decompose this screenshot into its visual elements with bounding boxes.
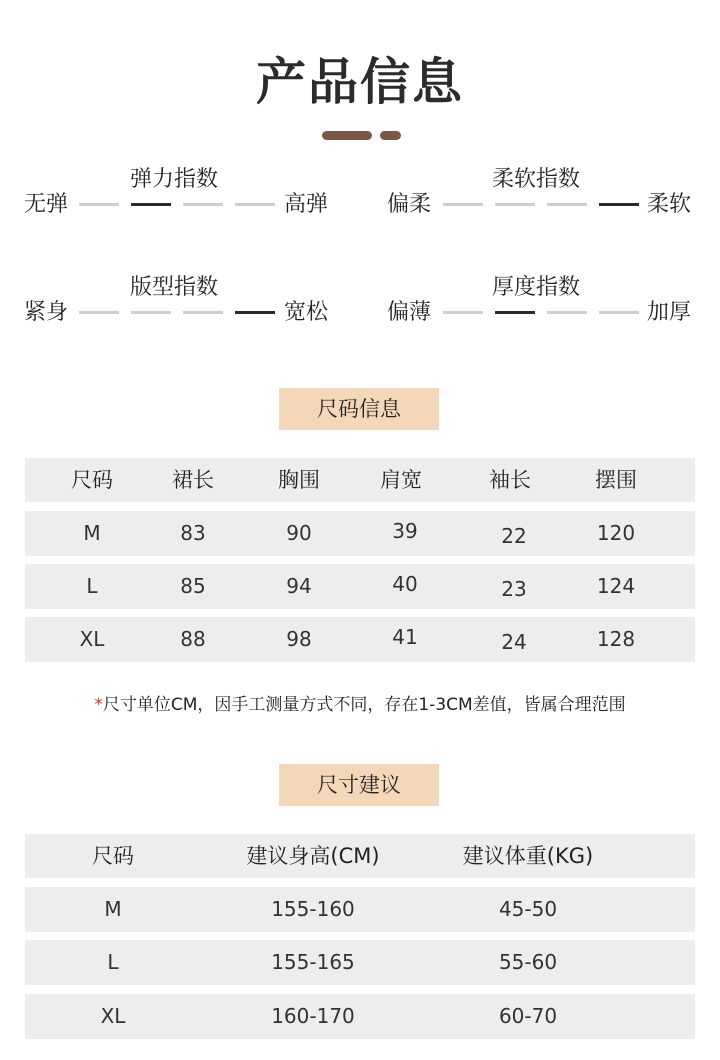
table-cell: 94 [286, 574, 312, 598]
table-cell: 85 [180, 574, 206, 598]
softness-index-title: 柔软指数 [492, 167, 581, 192]
table-row [25, 887, 695, 932]
fit-index-title: 版型指数 [130, 275, 219, 300]
table-header-cell: 胸围 [278, 468, 320, 492]
table-cell: 90 [286, 521, 312, 545]
table-cell: 60-70 [498, 1004, 558, 1028]
table-cell: M [104, 897, 122, 921]
scale-segment [235, 203, 275, 206]
table-cell: 120 [596, 521, 636, 545]
size-info-header-row [25, 458, 695, 502]
table-header-cell: 袖长 [489, 468, 531, 492]
fit-right-label: 宽松 [284, 300, 329, 325]
scale-segment [547, 203, 587, 206]
table-row [25, 617, 695, 662]
table-cell: 22 [501, 524, 527, 548]
table-cell: 39 [392, 519, 418, 543]
table-cell: 24 [501, 630, 527, 654]
table-cell: L [107, 950, 119, 974]
scale-segment [547, 311, 587, 314]
table-row [25, 940, 695, 985]
table-header-cell: 裙长 [172, 468, 214, 492]
scale-segment [183, 203, 223, 206]
table-header-cell: 肩宽 [380, 468, 422, 492]
size-advice-heading: 尺寸建议 [279, 764, 439, 806]
table-cell: L [86, 574, 98, 598]
table-row [25, 564, 695, 609]
elasticity-left-label: 无弹 [24, 192, 69, 217]
table-cell: 40 [392, 572, 418, 596]
thickness-index-title: 厚度指数 [492, 275, 581, 300]
size-info-heading: 尺码信息 [279, 388, 439, 430]
table-cell: 98 [286, 627, 312, 651]
thickness-left-label: 偏薄 [387, 300, 432, 325]
table-cell: 45-50 [498, 897, 558, 921]
scale-segment [79, 311, 119, 314]
table-cell: 83 [180, 521, 206, 545]
measurement-note [0, 690, 720, 715]
note-star: * [94, 695, 103, 715]
title-decoration-short [380, 131, 401, 140]
scale-segment [495, 203, 535, 206]
table-cell: 124 [596, 574, 636, 598]
table-header-cell: 尺码 [71, 468, 113, 492]
table-header-cell: 尺码 [92, 844, 134, 868]
table-header-cell: 建议体重(KG) [462, 844, 594, 868]
table-header-cell: 摆围 [595, 468, 637, 492]
table-cell: 155-160 [271, 897, 355, 921]
size-advice-header-row [25, 834, 695, 878]
table-cell: XL [100, 1004, 126, 1028]
table-header-cell: 建议身高(CM) [246, 844, 380, 868]
table-cell: 155-165 [271, 950, 355, 974]
scale-segment [131, 311, 171, 314]
scale-segment-active [599, 203, 639, 206]
scale-segment [443, 311, 483, 314]
softness-right-label: 柔软 [647, 192, 692, 217]
scale-segment [599, 311, 639, 314]
table-cell: 128 [596, 627, 636, 651]
table-cell: 55-60 [498, 950, 558, 974]
scale-segment [443, 203, 483, 206]
table-cell: 88 [180, 627, 206, 651]
scale-segment [183, 311, 223, 314]
elasticity-right-label: 高弹 [284, 192, 329, 217]
table-cell: 23 [501, 577, 527, 601]
table-cell: M [83, 521, 101, 545]
table-cell: 41 [392, 625, 418, 649]
table-row [25, 994, 695, 1039]
fit-left-label: 紧身 [24, 300, 69, 325]
table-cell: XL [79, 627, 105, 651]
scale-segment [79, 203, 119, 206]
elasticity-index-title: 弹力指数 [130, 167, 219, 192]
scale-segment-active [235, 311, 275, 314]
scale-segment-active [131, 203, 171, 206]
title-decoration-long [322, 131, 372, 140]
note-text: 尺寸单位CM，因手工测量方式不同，存在1-3CM差值，皆属合理范围 [102, 695, 626, 715]
table-row [25, 511, 695, 556]
softness-left-label: 偏柔 [387, 192, 432, 217]
scale-segment-active [495, 311, 535, 314]
page-title: 产品信息 [256, 53, 464, 111]
thickness-right-label: 加厚 [647, 300, 692, 325]
table-cell: 160-170 [271, 1004, 355, 1028]
